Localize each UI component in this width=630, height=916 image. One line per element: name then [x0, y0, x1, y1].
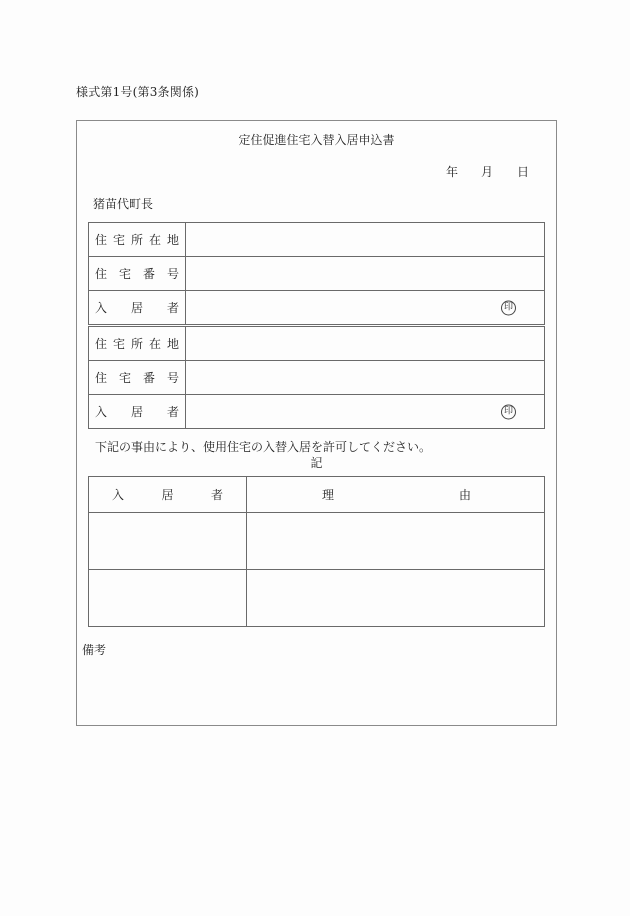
label-char: 入	[95, 405, 108, 419]
label-current-housing-number	[89, 257, 186, 291]
label-char: 在	[148, 337, 161, 351]
reason-table	[88, 476, 545, 627]
table-row	[89, 326, 545, 361]
addressee: 猪苗代町長	[93, 197, 154, 211]
label-char: 宅	[118, 371, 131, 385]
table-header-row	[89, 477, 545, 513]
label-char: 号	[166, 267, 179, 281]
header-char: 者	[210, 488, 223, 502]
new-resident-field[interactable]	[186, 395, 545, 429]
header-char: 入	[112, 488, 125, 502]
label-char: 者	[166, 301, 179, 315]
label-char: 宅	[112, 337, 125, 351]
form-title: 定住促進住宅入替入居申込書	[238, 133, 395, 147]
label-char: 者	[166, 405, 179, 419]
label-char: 地	[166, 337, 179, 351]
label-char: 番	[142, 267, 155, 281]
header-resident	[89, 477, 247, 513]
table-row	[89, 291, 545, 326]
label-char: 宅	[118, 267, 131, 281]
label-char: 住	[95, 267, 108, 281]
form-number: 様式第1号(第3条関係)	[76, 85, 200, 99]
reason-cell[interactable]	[247, 513, 545, 570]
date-month-label: 月	[481, 165, 494, 179]
label-current-resident	[89, 291, 186, 326]
label-char: 所	[130, 233, 143, 247]
new-housing-number-field[interactable]	[186, 361, 545, 395]
label-char: 住	[95, 371, 108, 385]
table-row	[89, 361, 545, 395]
new-address-field[interactable]	[186, 326, 545, 361]
seal-icon: 印	[501, 300, 516, 315]
label-char: 居	[130, 301, 143, 315]
label-char: 号	[166, 371, 179, 385]
seal-icon: 印	[501, 404, 516, 419]
label-char: 入	[95, 301, 108, 315]
table-row	[89, 570, 545, 627]
current-housing-number-field[interactable]	[186, 257, 545, 291]
label-char: 宅	[112, 233, 125, 247]
label-char: 番	[142, 371, 155, 385]
resident-cell[interactable]	[89, 570, 247, 627]
label-char: 所	[130, 337, 143, 351]
label-char: 住	[95, 233, 108, 247]
request-text: 下記の事由により、使用住宅の入替入居を許可してください。	[95, 440, 432, 454]
housing-info-table	[88, 222, 545, 429]
table-row	[89, 513, 545, 570]
table-row	[89, 223, 545, 257]
current-address-field[interactable]	[186, 223, 545, 257]
label-char: 居	[130, 405, 143, 419]
date-day-label: 日	[517, 165, 530, 179]
table-row	[89, 257, 545, 291]
reason-cell[interactable]	[247, 570, 545, 627]
resident-cell[interactable]	[89, 513, 247, 570]
date-year-label: 年	[446, 165, 459, 179]
header-char: 由	[458, 488, 471, 502]
table-row	[89, 395, 545, 429]
label-char: 地	[166, 233, 179, 247]
label-new-address	[89, 326, 186, 361]
label-char: 在	[148, 233, 161, 247]
label-char: 住	[95, 337, 108, 351]
header-reason	[247, 477, 545, 513]
label-current-address	[89, 223, 186, 257]
label-new-housing-number	[89, 361, 186, 395]
current-resident-field[interactable]	[186, 291, 545, 326]
label-new-resident	[89, 395, 186, 429]
ki-heading: 記	[310, 456, 323, 470]
remarks-label: 備考	[82, 643, 107, 657]
header-char: 居	[161, 488, 174, 502]
header-char: 理	[322, 488, 335, 502]
